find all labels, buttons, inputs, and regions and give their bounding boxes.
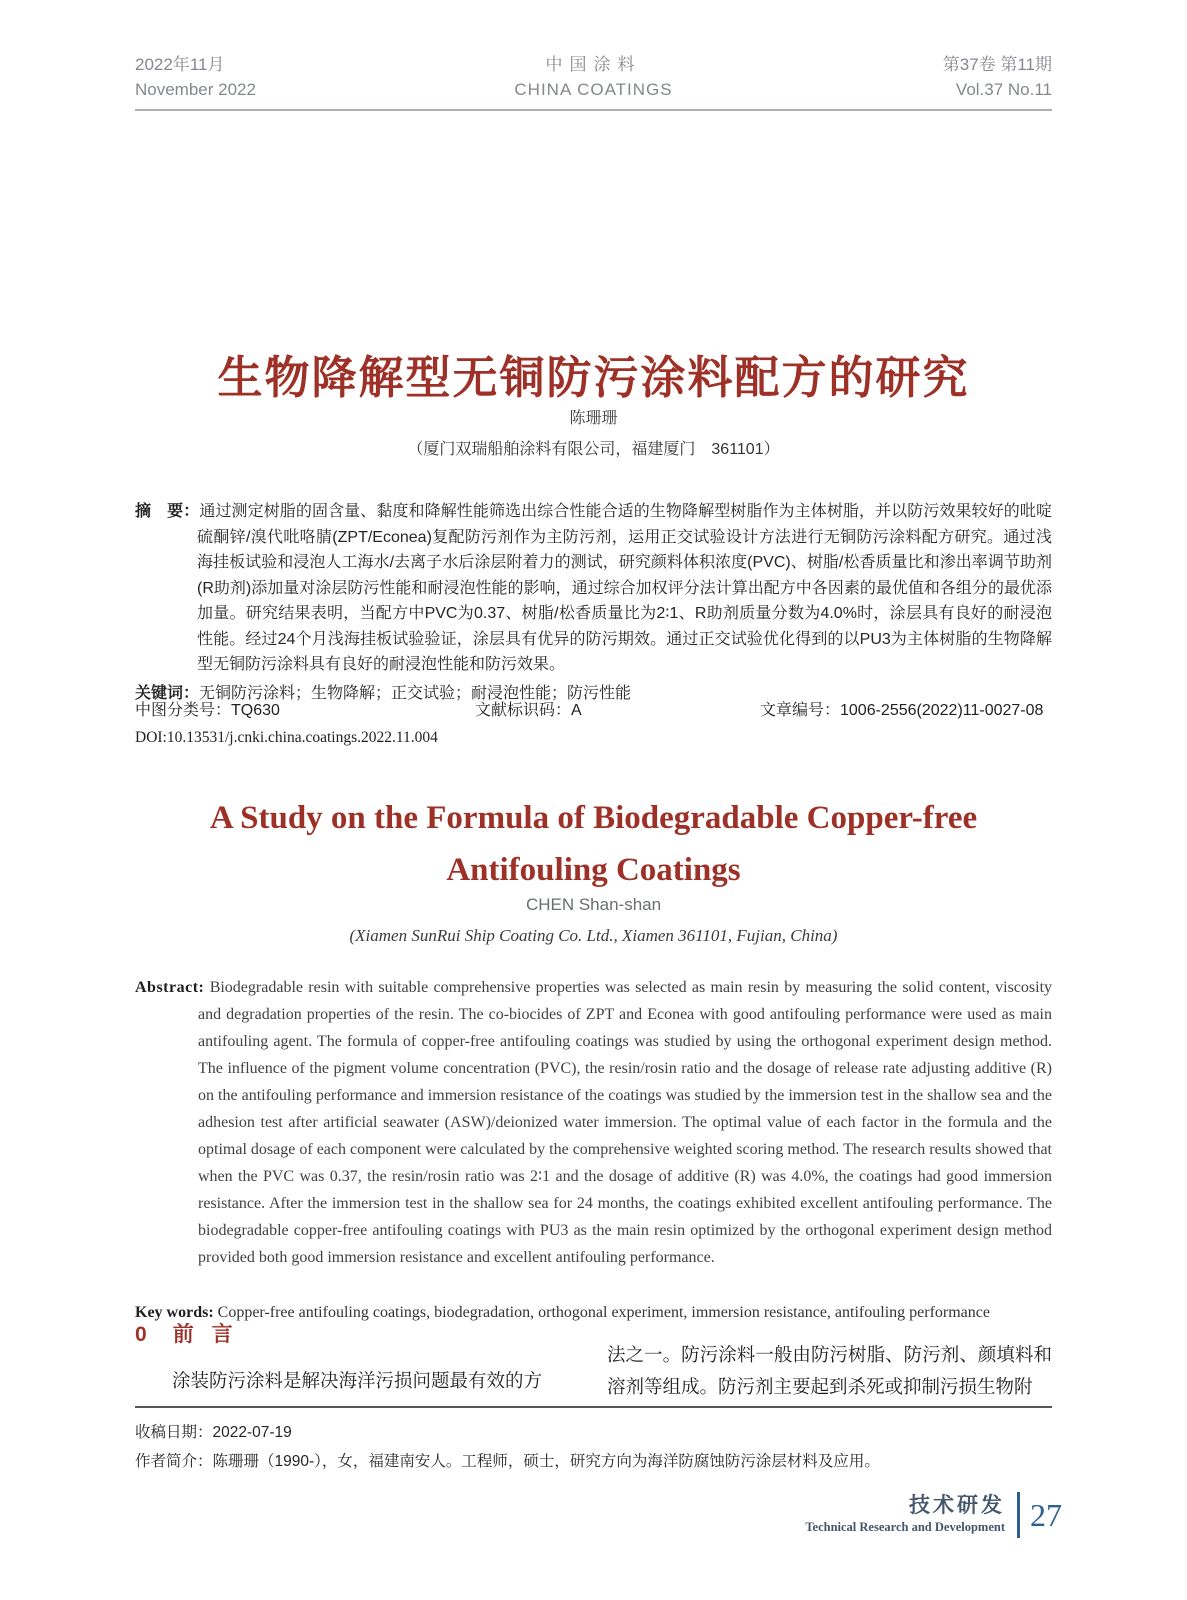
header-row-en — [135, 77, 1052, 102]
section-heading — [135, 1322, 579, 1348]
keywords-en-text: Copper-free antifouling coatings, biodegradation, orthogonal experiment, immersion resistance, antifouling performance — [217, 1304, 990, 1321]
keywords-en — [135, 1304, 1052, 1322]
intro-right-column — [607, 1322, 1052, 1404]
author-zh: 陈珊珊 — [569, 410, 618, 427]
title-en-line1: A Study on the Formula of Biodegradable Copper-free — [209, 800, 978, 837]
introduction-section — [135, 1322, 1052, 1404]
doi: DOI:10.13531/j.cnki.china.coatings.2022.11.004 — [135, 729, 438, 746]
document-code: 文献标识码：A — [475, 702, 582, 719]
intro-left-column — [135, 1322, 579, 1404]
affiliation-en: (Xiamen SunRui Ship Coating Co. Ltd., Xiamen 361101, Fujian, China) — [349, 926, 838, 945]
header-issue-en: Vol.37 No.11 — [955, 80, 1053, 99]
abstract-en-text: Biodegradable resin with suitable comprehensive properties was selected as main resin by measuring the solid content, viscosity and degradation properties of the resin. The co-biocides of ZPT and Econea with good antifouling performance were used as main antifouling agent. The formula of copper-free antifouling coatings was studied by using the orthogonal experiment design method. The influence of the pigment volume concentration (PVC), the resin/rosin ratio and the dosage of release rate adjusting additive (R) on the antifouling performance and immersion resistance of the coatings was studied by the immersion test in the shallow sea and the adhesion test after artificial seawater (ASW)/deionized water immersion. The optimal value of each factor in the formula and the optimal dosage of each component were calculated by the comprehensive weighted scoring method. The research results showed that when the PVC was 0.37, the resin/rosin ratio was 2∶1 and the dosage of additive (R) was 4.0%, the coatings had good immersion resistance. After the immersion test in the shallow sea for 24 months, the coatings exhibited excellent antifouling performance. The biodegradable copper-free antifouling coatings with PU3 as the main resin optimized by the orthogonal experiment design method provided both good immersion resistance and excellent antifouling performance. — [198, 979, 1053, 1266]
page-footer — [805, 1492, 1062, 1538]
footer-divider — [1017, 1492, 1020, 1538]
article-title-zh: 生物降解型无铜防污涂料配方的研究 — [217, 352, 970, 404]
author-bio: 作者简介：陈珊珊（1990-），女，福建南安人。工程师，硕士，研究方向为海洋防腐蚀防污涂层材料及应用。 — [135, 1453, 880, 1470]
article-title-en — [135, 792, 1052, 896]
header-issue-zh: 第37卷 第11期 — [942, 55, 1053, 74]
header-date-zh: 2022年11月 — [135, 55, 225, 74]
footnote — [135, 1406, 1052, 1476]
article-id: 文章编号：1006-2556(2022)11-0027-08 — [760, 702, 1044, 719]
header-journal-zh: 中国涂料 — [545, 55, 642, 74]
column-label-en: Technical Research and Development — [805, 1520, 1005, 1534]
header-row-zh — [135, 52, 1052, 77]
meta-row — [135, 697, 1052, 720]
section-number: 0 — [135, 1323, 147, 1346]
abstract-en-label: Abstract: — [135, 979, 205, 996]
section-title: 前言 — [172, 1323, 251, 1346]
keywords-zh-text: 无铜防污涂料；生物降解；正交试验；耐浸泡性能；防污性能 — [199, 685, 632, 702]
header-journal-en: CHINA COATINGS — [514, 80, 673, 99]
page-header — [135, 52, 1052, 111]
intro-paragraph-left: 涂装防污涂料是解决海洋污损问题最有效的方 — [172, 1372, 543, 1392]
abstract-en — [135, 974, 1052, 1271]
abstract-zh-label: 摘 要： — [135, 503, 200, 520]
abstract-zh — [135, 499, 1052, 678]
intro-paragraph-right: 法之一。防污涂料一般由防污树脂、防污剂、颜填料和溶剂等组成。防污剂主要起到杀死或抑制污损生物附 — [607, 1346, 1052, 1398]
keywords-en-label: Key words: — [135, 1304, 214, 1321]
page-number: 27 — [1030, 1496, 1062, 1533]
title-en-line2: Antifouling Coatings — [446, 852, 741, 889]
author-en: CHEN Shan-shan — [525, 895, 662, 914]
affiliation-zh: （厦门双瑞船舶涂料有限公司，福建厦门 361101） — [407, 441, 780, 458]
column-label-zh: 技术研发 — [909, 1494, 1005, 1517]
column-label — [805, 1494, 1005, 1536]
clc-number: 中图分类号：TQ630 — [135, 702, 280, 719]
keywords-zh-label: 关键词： — [135, 685, 200, 702]
header-date-en: November 2022 — [135, 80, 256, 99]
abstract-zh-text: 通过测定树脂的固含量、黏度和降解性能筛选出综合性能合适的生物降解型树脂作为主体树脂，并以防污效果较好的吡啶硫酮锌/溴代吡咯腈(ZPT/Econea)复配防污剂作为主防污剂，运用正交试验设计方法进行无铜防污涂料配方研究。通过浅海挂板试验和浸泡人工海水/去离子水后涂层附着力的测试，研究颜料体积浓度(PVC)、树脂/松香质量比和渗出率调节助剂(R助剂)添加量对涂层防污性能和耐浸泡性能的影响，通过综合加权评分法计算出配方中各因素的最优值和各组分的最优添加量。研究结果表明，当配方中PVC为0.37、树脂/松香质量比为2∶1、R助剂质量分数为4.0%时，涂层具有良好的耐浸泡性能。经过24个月浅海挂板试验验证，涂层具有优异的防污期效。通过正交试验优化得到的以PU3为主体树脂的生物降解型无铜防污涂料具有良好的耐浸泡性能和防污效果。 — [197, 503, 1052, 673]
received-date: 收稿日期：2022-07-19 — [135, 1424, 292, 1441]
